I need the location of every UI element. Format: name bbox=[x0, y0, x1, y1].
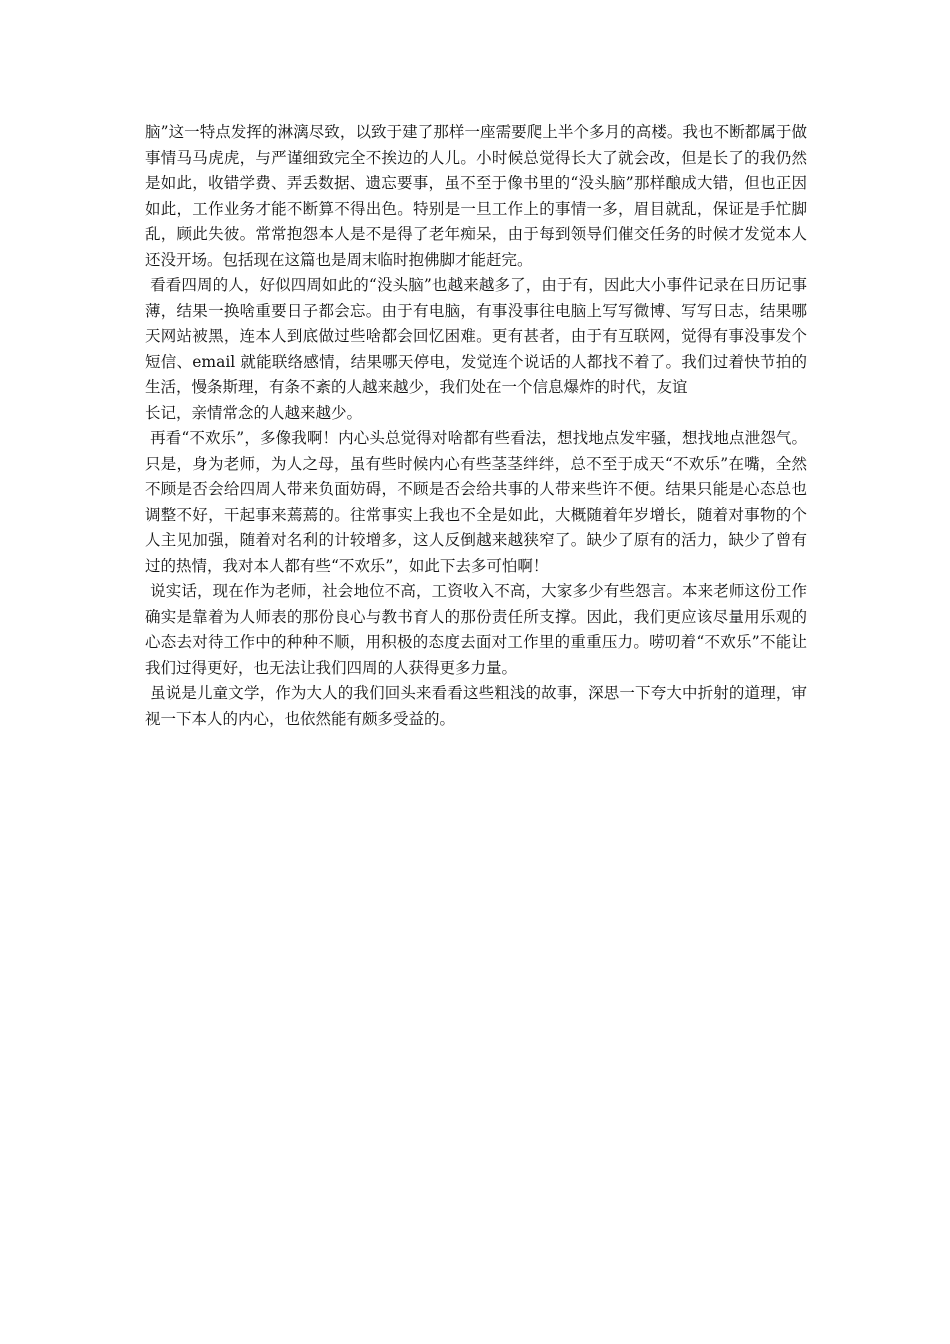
document-body bbox=[145, 120, 807, 732]
paragraph-1: 脑”这一特点发挥的淋漓尽致，以致于建了那样一座需要爬上半个多月的高楼。我也不断都属于做事情马马虎虎，与严谨细致完全不挨边的人儿。小时候总觉得长大了就会改，但是长了的我仍然是如此，收错学费、弄丢数据、遗忘要事，虽不至于像书里的“没头脑”那样酿成大错，但也正因如此，工作业务才能不断算不得出色。特别是一旦工作上的事情一多，眉目就乱，保证是手忙脚乱，顾此失彼。常常抱怨本人是不是得了老年痴呆，由于每到领导们催交任务的时候才发觉本人还没开场。包括现在这篇也是周末临时抱佛脚才能赶完。 bbox=[145, 123, 807, 269]
paragraph-2: 看看四周的人，好似四周如此的“没头脑”也越来越多了，由于有，因此大小事件记录在日历记事薄，结果一换啥重要日子都会忘。由于有电脑，有事没事往电脑上写写微博、写写日志，结果哪天网站被黑，连本人到底做过些啥都会回忆困难。更有甚者，由于有互联网，觉得有事没事发个短信、email 就能联络感情，结果哪天停电，发觉连个说话的人都找不着了。我们过着快节拍的生活，慢条斯理，有条不紊的人越来越少，我们处在一个信息爆炸的时代，友谊 bbox=[145, 276, 807, 396]
paragraph-3: 长记，亲情常念的人越来越少。 bbox=[145, 403, 363, 422]
paragraph-4: 再看“不欢乐”，多像我啊！内心头总觉得对啥都有些看法，想找地点发牢骚，想找地点泄怨气。只是，身为老师，为人之母，虽有些时候内心有些茎茎绊绊，总不至于成天“不欢乐”在嘴，全然不顾是否会给四周人带来负面妨碍，不顾是否会给共事的人带来些许不便。结果只能是心态总也调整不好，干起事来蔫蔫的。往常事实上我也不全是如此，大概随着年岁增长，随着对事物的个人主见加强，随着对名利的计较增多，这人反倒越来越狭窄了。缺少了原有的活力，缺少了曾有过的热情，我对本人都有些“不欢乐”，如此下去多可怕啊！ bbox=[145, 429, 807, 575]
paragraph-6: 虽说是儿童文学，作为大人的我们回头来看看这些粗浅的故事，深思一下夸大中折射的道理，审视一下本人的内心，也依然能有颇多受益的。 bbox=[145, 684, 807, 728]
paragraph-5: 说实话，现在作为老师，社会地位不高，工资收入不高，大家多少有些怨言。本来老师这份工作确实是靠着为人师表的那份良心与教书育人的那份责任所支撑。因此，我们更应该尽量用乐观的心态去对待工作中的种种不顺，用积极的态度去面对工作里的重重压力。唠叨着“不欢乐”不能让我们过得更好，也无法让我们四周的人获得更多力量。 bbox=[145, 582, 807, 677]
